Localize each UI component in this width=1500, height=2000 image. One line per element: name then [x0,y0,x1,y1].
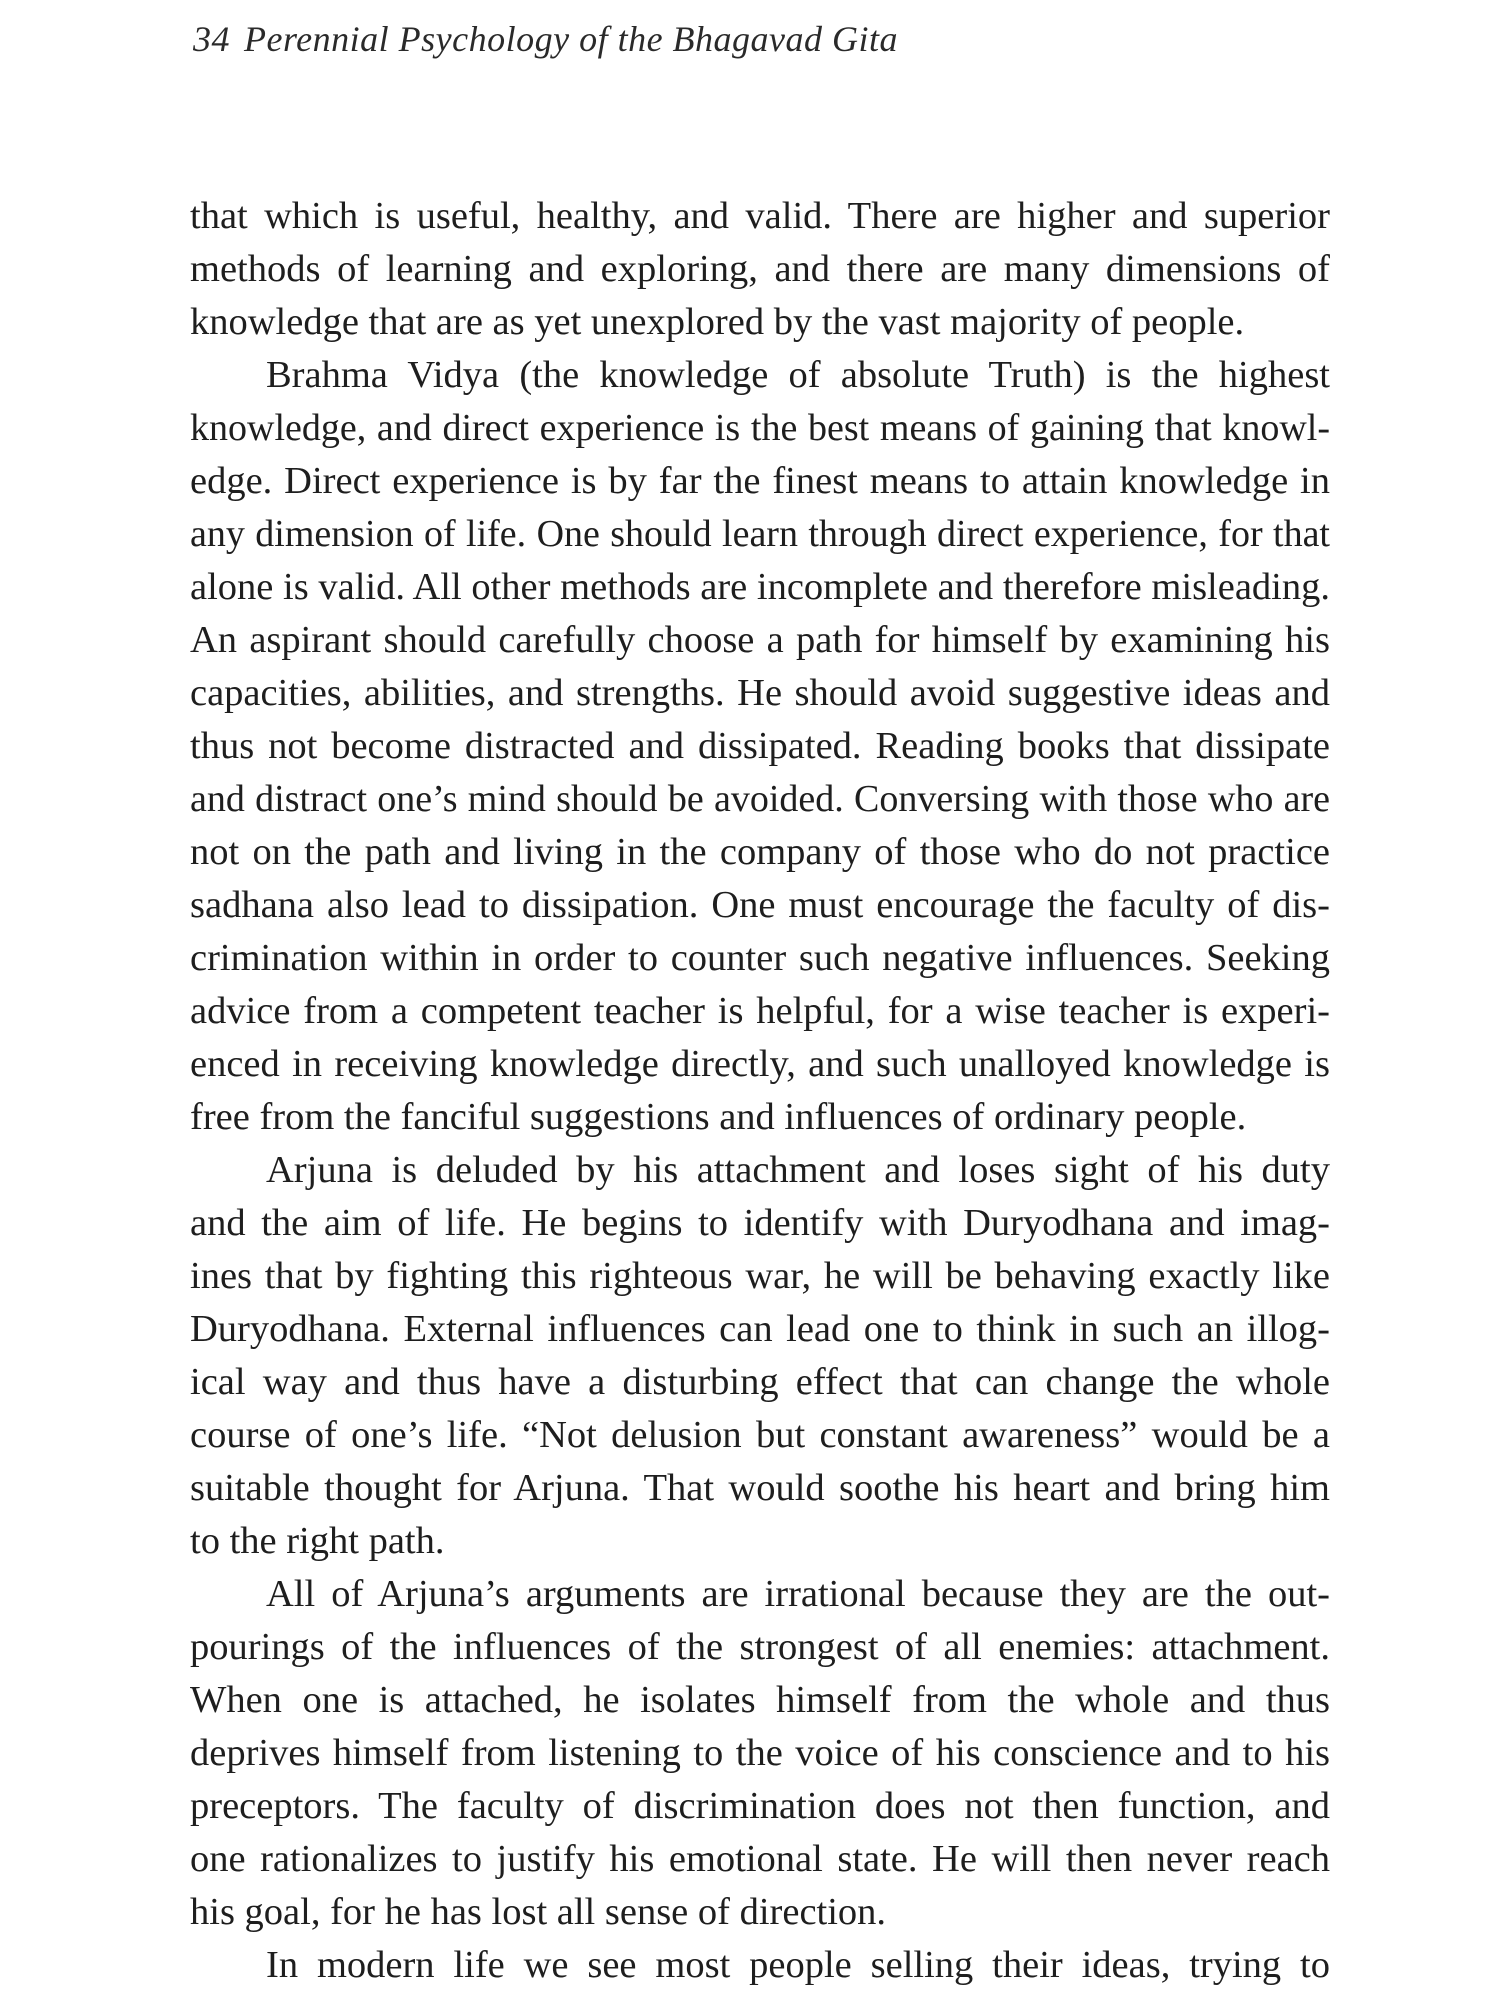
text-line: When one is attached, he isolates himself from the whole and thus [190,1679,1330,1721]
text-line: not on the path and living in the company of those who do not practice [190,831,1330,873]
text-line: enced in receiving knowledge directly, and such unalloyed knowledge is [190,1043,1330,1085]
text-line: to the right path. [190,1520,445,1562]
text-line: thus not become distracted and dissipated. Reading books that dissipate [190,725,1330,767]
running-head [193,18,898,60]
text-line: knowledge that are as yet unexplored by the vast majority of people. [190,301,1245,343]
text-line: ical way and thus have a disturbing effect that can change the whole [190,1361,1330,1403]
text-line: sadhana also lead to dissipation. One must encourage the faculty of dis- [190,884,1330,926]
text-line: edge. Direct experience is by far the finest means to attain knowledge in [190,460,1330,502]
text-line: alone is valid. All other methods are incomplete and therefore misleading. [190,566,1330,608]
text-line: crimination within in order to counter such negative influences. Seeking [190,937,1330,979]
text-line: Arjuna is deluded by his attachment and loses sight of his duty [266,1149,1330,1191]
text-line: suitable thought for Arjuna. That would soothe his heart and bring him [190,1467,1330,1509]
text-line: methods of learning and exploring, and there are many dimensions of [190,248,1330,290]
text-line: Brahma Vidya (the knowledge of absolute Truth) is the highest [266,354,1330,396]
text-line: preceptors. The faculty of discrimination does not then function, and [190,1785,1330,1827]
text-line: one rationalizes to justify his emotional state. He will then never reach [190,1838,1330,1880]
text-line: capacities, abilities, and strengths. He should avoid suggestive ideas and [190,672,1330,714]
page-number: 34 [193,19,230,59]
text-line: any dimension of life. One should learn through direct experience, for that [190,513,1330,555]
text-line: An aspirant should carefully choose a path for himself by examining his [190,619,1330,661]
text-line: deprives himself from listening to the voice of his conscience and to his [190,1732,1330,1774]
text-line: Duryodhana. External influences can lead one to think in such an illog- [190,1308,1330,1350]
text-line: that which is useful, healthy, and valid. There are higher and superior [190,195,1330,237]
text-line: pourings of the influences of the strongest of all enemies: attachment. [190,1626,1330,1668]
body-text [190,190,1330,1992]
text-line: All of Arjuna’s arguments are irrational because they are the out- [266,1573,1330,1615]
text-line: ines that by fighting this righteous war, he will be behaving exactly like [190,1255,1330,1297]
text-line: and the aim of life. He begins to identify with Duryodhana and imag- [190,1202,1330,1244]
text-line: his goal, for he has lost all sense of direction. [190,1891,887,1933]
text-line: and distract one’s mind should be avoided. Conversing with those who are [190,778,1330,820]
text-line: In modern life we see most people selling their ideas, trying to [266,1944,1330,1986]
text-line: free from the fanciful suggestions and influences of ordinary people. [190,1096,1247,1138]
text-line: knowledge, and direct experience is the best means of gaining that knowl- [190,407,1330,449]
text-line: course of one’s life. “Not delusion but constant awareness” would be a [190,1414,1330,1456]
text-line: advice from a competent teacher is helpful, for a wise teacher is experi- [190,990,1330,1032]
running-title: Perennial Psychology of the Bhagavad Gita [244,19,899,59]
